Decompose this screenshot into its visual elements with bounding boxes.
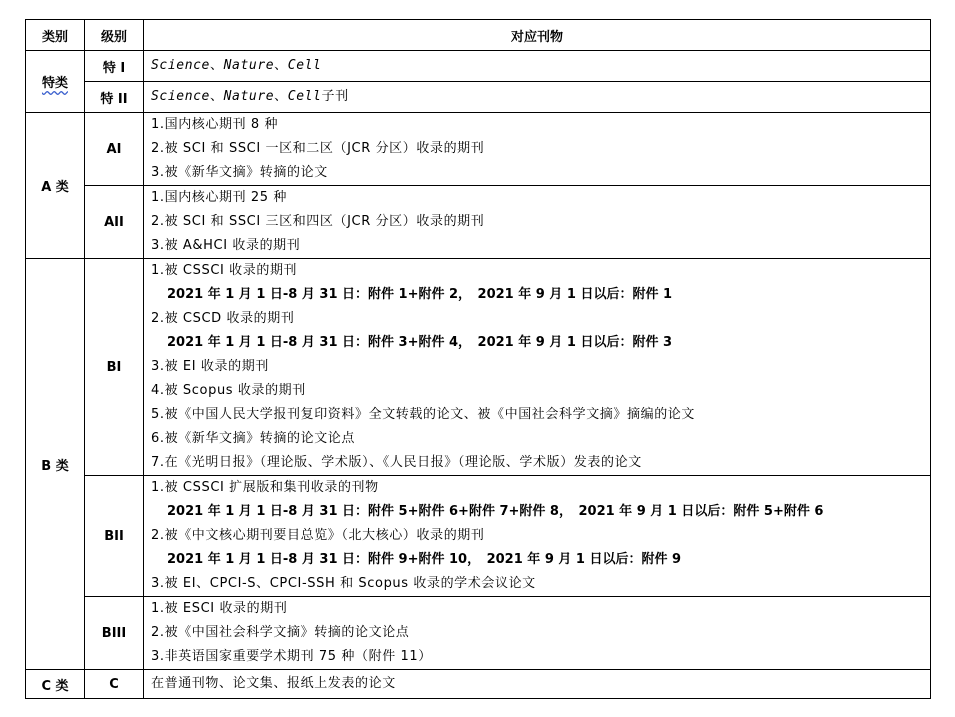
journal-line (151, 548, 930, 572)
journal-line (151, 500, 930, 524)
line-text: 2.被 SCI 和 SSCI 三区和四区（JCR 分区）收录的期刊 (151, 214, 485, 229)
category-cell (26, 51, 85, 113)
category-label: C 类 (41, 678, 69, 694)
journal-line (151, 670, 930, 698)
header-journals: 对应刊物 (144, 20, 931, 51)
header-level: 级别 (85, 20, 144, 51)
line-text: 2021 年 1 月 1 日-8 月 31 日：附件 9+附件 10， 2021 年 9 月 1 日以后：附件 9 (167, 552, 682, 567)
table-row (26, 597, 931, 670)
category-cell (26, 670, 85, 699)
line-text: 2021 年 1 月 1 日-8 月 31 日：附件 5+附件 6+附件 7+附件 8， 2021 年 9 月 1 日以后：附件 5+附件 6 (167, 504, 824, 519)
line-text: 1.国内核心期刊 8 种 (151, 117, 279, 132)
journal-line (151, 283, 930, 307)
journals-cell (144, 476, 931, 597)
journal-line (151, 82, 930, 112)
journal-line (151, 259, 930, 283)
line-text: 、 (274, 89, 288, 104)
category-label: 特类 (41, 76, 68, 91)
line-text: 2.被 SCI 和 SSCI 一区和二区（JCR 分区）收录的期刊 (151, 141, 485, 156)
journals-cell (144, 82, 931, 113)
table-row (26, 186, 931, 259)
table-row (26, 113, 931, 186)
journal-line (151, 210, 930, 234)
line-text: 2.被 CSCD 收录的期刊 (151, 311, 295, 326)
line-text: 3.被《新华文摘》转摘的论文 (151, 165, 328, 180)
line-text: 2.被《中国社会科学文摘》转摘的论文论点 (151, 625, 410, 640)
journal-line (151, 355, 930, 379)
line-text: 、 (210, 58, 224, 73)
journal-name: Cell (287, 58, 322, 73)
category-label: B 类 (41, 458, 69, 474)
journal-classification-table (25, 19, 931, 699)
line-text: 2021 年 1 月 1 日-8 月 31 日：附件 1+附件 2， 2021 年 9 月 1 日以后：附件 1 (167, 287, 673, 302)
line-text: 子刊 (321, 89, 349, 104)
level-cell: AII (85, 186, 144, 259)
table-body (26, 51, 931, 699)
header-row (26, 20, 931, 51)
level-cell: 特 II (85, 82, 144, 113)
level-cell: BI (85, 259, 144, 476)
journal-line (151, 645, 930, 669)
header-category: 类别 (26, 20, 85, 51)
line-text: 1.被 CSSCI 收录的期刊 (151, 263, 298, 278)
line-text: 2.被《中文核心期刊要目总览》（北大核心）收录的期刊 (151, 528, 485, 543)
journals-cell (144, 597, 931, 670)
level-cell: C (85, 670, 144, 699)
level-cell: 特 I (85, 51, 144, 82)
journals-cell (144, 259, 931, 476)
journal-line (151, 113, 930, 137)
journal-line (151, 379, 930, 403)
line-text: 、 (274, 58, 288, 73)
line-text: 1.被 ESCI 收录的期刊 (151, 601, 288, 616)
table-row (26, 51, 931, 82)
journals-cell (144, 670, 931, 699)
level-cell: BIII (85, 597, 144, 670)
journals-cell (144, 113, 931, 186)
journal-line (151, 51, 930, 81)
line-text: 6.被《新华文摘》转摘的论文论点 (151, 431, 356, 446)
line-text: 3.被 EI 收录的期刊 (151, 359, 269, 374)
journal-name: Science (151, 89, 210, 104)
line-text: 5.被《中国人民大学报刊复印资料》全文转载的论文、被《中国社会科学文摘》摘编的论文 (151, 407, 696, 422)
journal-name: Nature (223, 58, 275, 73)
journal-name: Science (151, 58, 210, 73)
journal-name: Cell (287, 89, 322, 104)
journal-line (151, 427, 930, 451)
line-text: 、 (210, 89, 224, 104)
table-row (26, 670, 931, 699)
journal-line (151, 331, 930, 355)
line-text: 3.被 A&HCI 收录的期刊 (151, 238, 301, 253)
level-cell: AI (85, 113, 144, 186)
journal-line (151, 307, 930, 331)
category-cell (26, 259, 85, 670)
table-row (26, 82, 931, 113)
journal-line (151, 476, 930, 500)
journal-line (151, 572, 930, 596)
table-row (26, 476, 931, 597)
line-text: 1.被 CSSCI 扩展版和集刊收录的刊物 (151, 480, 379, 495)
line-text: 3.被 EI、CPCI-S、CPCI-SSH 和 Scopus 收录的学术会议论文 (151, 576, 536, 591)
journal-line (151, 234, 930, 258)
journal-line (151, 524, 930, 548)
line-text: 4.被 Scopus 收录的期刊 (151, 383, 306, 398)
journal-line (151, 137, 930, 161)
category-label: A 类 (41, 180, 69, 195)
level-cell: BII (85, 476, 144, 597)
journal-line (151, 403, 930, 427)
journals-cell (144, 51, 931, 82)
journal-line (151, 186, 930, 210)
journal-line (151, 597, 930, 621)
journal-line (151, 161, 930, 185)
line-text: 7.在《光明日报》（理论版、学术版）、《人民日报》（理论版、学术版）发表的论文 (151, 455, 642, 470)
line-text: 在普通刊物、论文集、报纸上发表的论文 (151, 676, 396, 691)
journals-cell (144, 186, 931, 259)
journal-name: Nature (223, 89, 275, 104)
line-text: 2021 年 1 月 1 日-8 月 31 日：附件 3+附件 4， 2021 年 9 月 1 日以后：附件 3 (167, 335, 673, 350)
category-cell (26, 113, 85, 259)
line-text: 1.国内核心期刊 25 种 (151, 190, 288, 205)
line-text: 3.非英语国家重要学术期刊 75 种（附件 11） (151, 649, 432, 664)
table-row (26, 259, 931, 476)
journal-line (151, 451, 930, 475)
journal-line (151, 621, 930, 645)
